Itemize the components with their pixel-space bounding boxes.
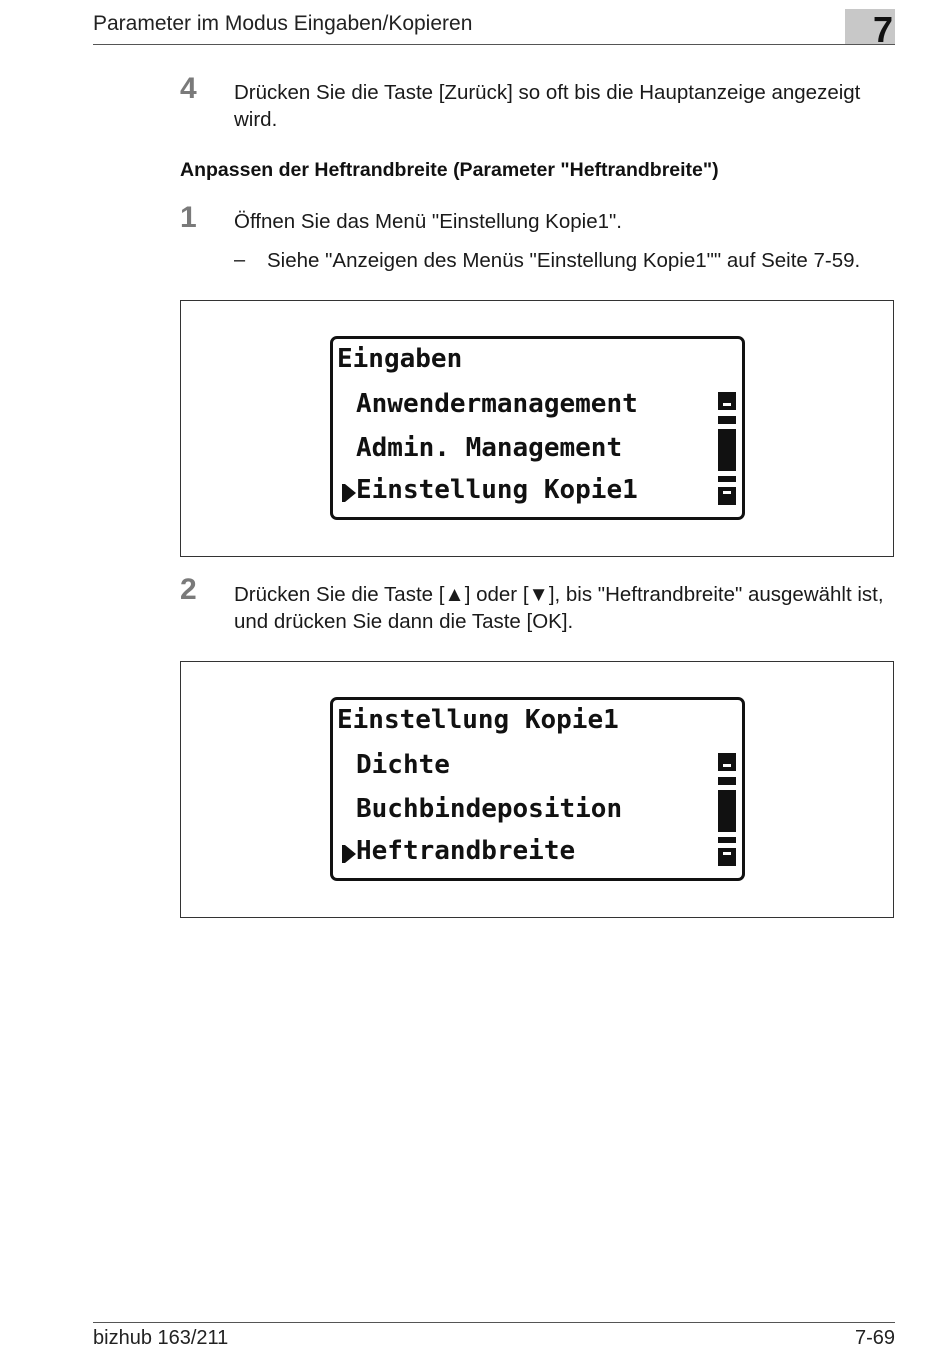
lcd-1-scroll-thumb [718,429,736,471]
step-2-number: 2 [180,573,197,606]
lcd-2-item-3-selected: Heftrandbreite [356,836,576,866]
lcd-2-title: Einstellung Kopie1 [337,705,619,735]
lcd-2-scroll-down-icon [718,848,736,866]
chapter-number: 7 [872,9,893,50]
lcd-2-item-2: Buchbindeposition [356,794,623,824]
step-1-sub-text: Siehe "Anzeigen des Menüs "Einstellung Kopie1"" auf Seite 7-59. [267,249,861,272]
lcd-1-scroll-up-icon [718,392,736,410]
lcd-2-item-1: Dichte [356,750,450,780]
running-header-title: Parameter im Modus Eingaben/Kopieren [93,12,473,35]
lcd-panel-2 [330,697,745,881]
lcd-1-cursor-arrow-icon [345,484,356,502]
screen-figure-1 [180,300,894,557]
lcd-1-scroll-down-icon [718,487,736,505]
lcd-1-title: Eingaben [337,344,463,374]
screen-figure-2 [180,661,894,918]
step-1-number: 1 [180,201,197,234]
step-2-text-line-2: und drücken Sie dann die Taste [OK]. [234,610,574,633]
lcd-2-cursor-arrow-icon [345,845,356,863]
lcd-2-scroll-thumb [718,790,736,832]
step-4-text: Drücken Sie die Taste [Zurück] so oft bis die Hauptanzeige angezeigt wird. [234,81,861,131]
footer-page-number: 7-69 [854,1327,895,1349]
chapter-tab [845,9,895,50]
lcd-1-item-1: Anwendermanagement [356,389,638,419]
lcd-1-item-3-selected: Einstellung Kopie1 [356,475,638,505]
step-2-text-line-1: Drücken Sie die Taste [▲] oder [▼], bis "Heftrandbreite" ausgewählt ist, [234,583,884,606]
lcd-1-item-2: Admin. Management [356,433,623,463]
footer-product: bizhub 163/211 [93,1327,229,1349]
section-heading: Anpassen der Heftrandbreite (Parameter "Heftrandbreite") [180,159,719,181]
footer-rule [93,1322,895,1323]
header-rule [93,44,895,45]
step-1-text: Öffnen Sie das Menü "Einstellung Kopie1". [234,210,622,233]
lcd-2-scroll-up-icon [718,753,736,771]
step-1-sub-dash: – [234,249,246,271]
step-4-number: 4 [180,72,197,105]
lcd-panel-1 [330,336,745,520]
